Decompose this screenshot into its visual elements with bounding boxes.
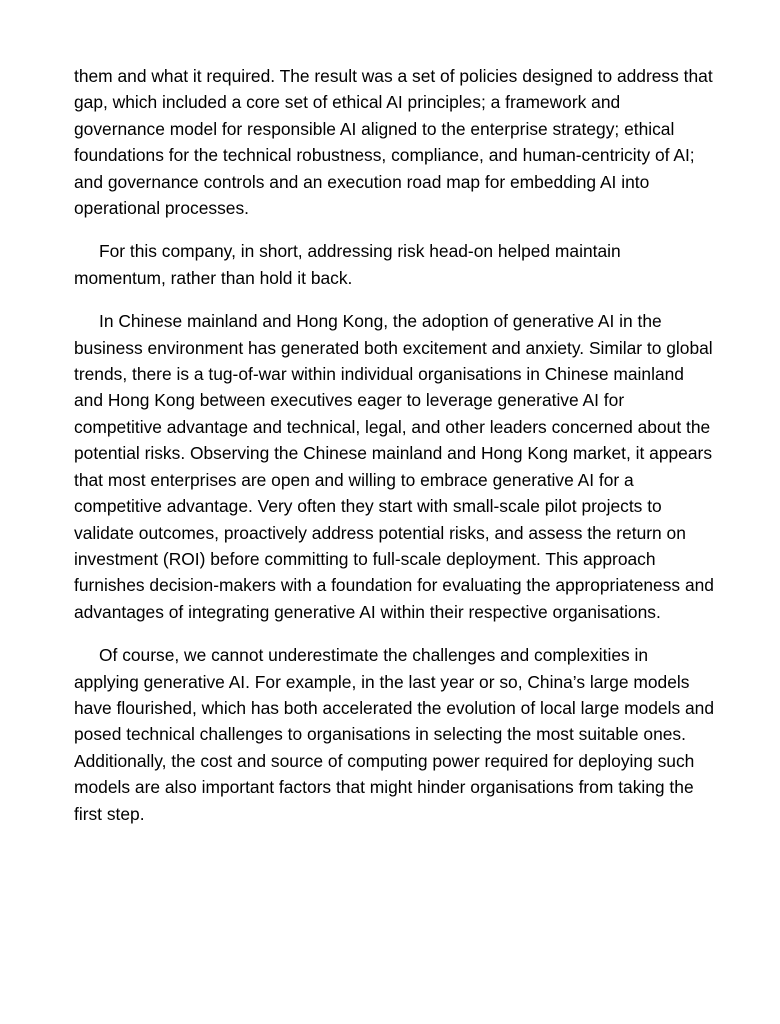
paragraph-risk-momentum: For this company, in short, addressing risk head-on helped maintain momentum, rather than hold it back.: [74, 241, 621, 288]
paragraph-chinese-mainland-adoption: In Chinese mainland and Hong Kong, the adoption of generative AI in the business environment has generated both excitement and anxiety. Similar to global trends, there is a tug-of-war within individual organisations in Chinese mainland and Hong Kong between executives eager to leverage generative AI for competitive advantage and technical, legal, and other leaders concerned about the potential risks. Observing the Chinese mainland and Hong Kong market, it appears that most enterprises are open and willing to embrace generative AI for a competitive advantage. Very often they start with small-scale pilot projects to validate outcomes, proactively address potential risks, and assess the return on investment (ROI) before committing to full-scale deployment. This approach furnishes decision-makers with a foundation for evaluating the appropriateness and advantages of integrating generative AI within their respective organisations.: [74, 311, 714, 622]
document-page: [74, 63, 714, 844]
paragraph-continuation: them and what it required. The result was a set of policies designed to address that gap, which included a core set of ethical AI principles; a framework and governance model for responsible AI aligned to the enterprise strategy; ethical foundations for the technical robustness, compliance, and human-centricity of AI; and governance controls and an execution road map for embedding AI into operational processes.: [74, 66, 713, 219]
paragraph-challenges: Of course, we cannot underestimate the challenges and complexities in applying generative AI. For example, in the last year or so, China’s large models have flourished, which has both accelerated the evolution of local large models and posed technical challenges to organisations in selecting the most suitable ones. Additionally, the cost and source of computing power required for deploying such models are also important factors that might hinder organisations from taking the first step.: [74, 645, 714, 824]
